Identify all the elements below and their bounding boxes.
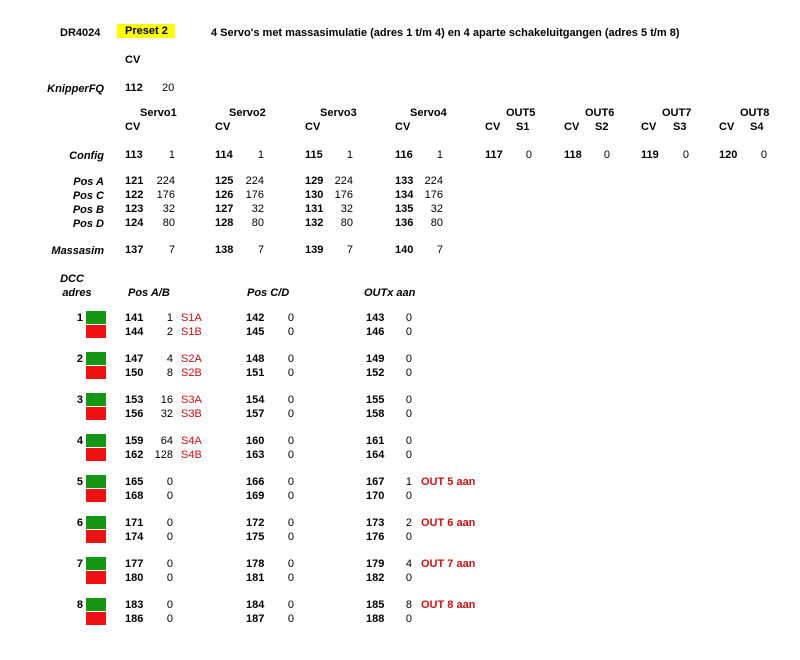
pos-cd-cv: 169 xyxy=(246,490,265,502)
red-indicator xyxy=(86,407,106,420)
config-value: 0 xyxy=(682,149,689,161)
outx-value: 0 xyxy=(405,572,412,584)
outx-value: 0 xyxy=(405,312,412,324)
dcc-address-number: 1 xyxy=(76,312,83,324)
pos-ab-cv: 141 xyxy=(125,312,144,324)
pos-ab-cv: 162 xyxy=(125,449,144,461)
config-cv: 115 xyxy=(305,149,323,161)
position-value: 32 xyxy=(430,203,443,215)
red-indicator xyxy=(86,325,106,338)
cv-subheader: CV xyxy=(485,121,501,133)
position-cv: 121 xyxy=(125,175,144,187)
pos-cd-cv: 172 xyxy=(246,517,265,529)
position-label: Pos A xyxy=(73,176,104,188)
pos-ab-cv: 186 xyxy=(125,613,144,625)
dcc-address-number: 8 xyxy=(76,599,83,611)
outx-cv: 167 xyxy=(366,476,385,488)
position-value: 80 xyxy=(340,217,353,229)
position-cv: 132 xyxy=(305,217,324,229)
outx-value: 1 xyxy=(405,476,412,488)
outx-cv: 170 xyxy=(366,490,385,502)
pos-ab-cv: 147 xyxy=(125,353,144,365)
outx-value: 0 xyxy=(405,367,412,379)
pos-ab-cv: 150 xyxy=(125,367,144,379)
red-indicator xyxy=(86,366,106,379)
pos-cd-cv: 187 xyxy=(246,613,265,625)
pos-ab-value: 1 xyxy=(166,312,173,324)
massasim-value: 7 xyxy=(168,244,175,256)
dcc-label: adres xyxy=(62,287,92,299)
pos-cd-cv: 181 xyxy=(246,572,265,584)
pos-cd-value: 0 xyxy=(287,476,294,488)
pos-cd-value: 0 xyxy=(287,394,294,406)
pos-cd-value: 0 xyxy=(287,613,294,625)
green-indicator xyxy=(86,393,106,406)
outx-value: 0 xyxy=(405,490,412,502)
red-indicator xyxy=(86,530,106,543)
position-cv: 125 xyxy=(215,175,234,187)
green-indicator xyxy=(86,352,106,365)
knipper-value: 20 xyxy=(162,82,175,94)
position-value: 224 xyxy=(334,175,353,187)
cv-subheader: CV xyxy=(305,121,321,133)
pos-cd-cv: 145 xyxy=(246,326,265,338)
outx-cv: 158 xyxy=(366,408,385,420)
dcc-address-number: 2 xyxy=(76,353,83,365)
massasim-cv: 140 xyxy=(395,244,414,256)
config-value: 1 xyxy=(346,149,353,161)
red-indicator xyxy=(86,489,106,502)
pos-cd-value: 0 xyxy=(287,599,294,611)
outx-value: 0 xyxy=(405,353,412,365)
pos-ab-cv: 177 xyxy=(125,558,144,570)
pos-ab-header: Pos A/B xyxy=(128,287,170,299)
pos-ab-value: 0 xyxy=(166,490,173,502)
pos-cd-cv: 142 xyxy=(246,312,265,324)
outx-cv: 146 xyxy=(366,326,385,338)
pos-ab-tag: S3A xyxy=(181,394,202,406)
servo-header: Servo2 xyxy=(229,107,266,119)
pos-cd-value: 0 xyxy=(287,326,294,338)
config-value: 1 xyxy=(257,149,264,161)
outx-value: 0 xyxy=(405,408,412,420)
position-value: 176 xyxy=(424,189,443,201)
red-indicator xyxy=(86,612,106,625)
massasim-value: 7 xyxy=(436,244,443,256)
position-value: 32 xyxy=(251,203,264,215)
out-header: OUT5 xyxy=(506,107,536,119)
outx-tag: OUT 8 aan xyxy=(421,599,476,611)
pos-ab-value: 64 xyxy=(160,435,173,447)
position-cv: 128 xyxy=(215,217,234,229)
outx-cv: 152 xyxy=(366,367,385,379)
cv-subheader: CV xyxy=(125,121,141,133)
dcc-address-number: 5 xyxy=(76,476,83,488)
pos-ab-cv: 144 xyxy=(125,326,144,338)
pos-cd-cv: 175 xyxy=(246,531,265,543)
knipper-cv: 112 xyxy=(125,82,143,94)
pos-ab-cv: 168 xyxy=(125,490,144,502)
pos-cd-value: 0 xyxy=(287,558,294,570)
pos-cd-cv: 166 xyxy=(246,476,265,488)
config-label: Config xyxy=(69,150,104,162)
pos-ab-tag: S2A xyxy=(181,353,202,365)
dcc-address-number: 3 xyxy=(76,394,83,406)
outx-value: 0 xyxy=(405,613,412,625)
config-cv: 114 xyxy=(215,149,233,161)
s-subheader: S3 xyxy=(673,121,687,133)
massasim-cv: 139 xyxy=(305,244,324,256)
position-value: 224 xyxy=(245,175,264,187)
dcc-address-number: 7 xyxy=(76,558,83,570)
s-subheader: S4 xyxy=(750,121,764,133)
outx-header: OUTx aan xyxy=(364,287,416,299)
green-indicator xyxy=(86,434,106,447)
document-code: DR4024 xyxy=(60,27,101,39)
pos-cd-value: 0 xyxy=(287,367,294,379)
pos-cd-cv: 154 xyxy=(246,394,265,406)
massasim-label: Massasim xyxy=(51,245,104,257)
outx-value: 0 xyxy=(405,449,412,461)
outx-cv: 161 xyxy=(366,435,385,447)
s-subheader: S2 xyxy=(595,121,609,133)
position-value: 224 xyxy=(156,175,175,187)
pos-ab-value: 2 xyxy=(166,326,173,338)
position-cv: 127 xyxy=(215,203,234,215)
config-cv: 120 xyxy=(719,149,738,161)
cv-header: CV xyxy=(125,54,141,66)
pos-ab-cv: 183 xyxy=(125,599,144,611)
pos-ab-cv: 180 xyxy=(125,572,144,584)
outx-value: 0 xyxy=(405,531,412,543)
pos-ab-cv: 165 xyxy=(125,476,144,488)
pos-cd-value: 0 xyxy=(287,408,294,420)
pos-cd-value: 0 xyxy=(287,312,294,324)
servo-header: Servo1 xyxy=(140,107,177,119)
outx-value: 4 xyxy=(405,558,412,570)
dcc-address-number: 4 xyxy=(76,435,83,447)
out-header: OUT8 xyxy=(740,107,770,119)
outx-cv: 179 xyxy=(366,558,385,570)
dcc-address-number: 6 xyxy=(76,517,83,529)
outx-value: 0 xyxy=(405,326,412,338)
position-value: 80 xyxy=(162,217,175,229)
position-label: Pos B xyxy=(72,204,104,216)
green-indicator xyxy=(86,311,106,324)
pos-cd-header: Pos C/D xyxy=(247,287,290,299)
knipper-label: KnipperFQ xyxy=(47,83,104,95)
outx-cv: 185 xyxy=(366,599,385,611)
position-value: 80 xyxy=(430,217,443,229)
preset-badge xyxy=(117,25,175,38)
position-value: 80 xyxy=(251,217,264,229)
pos-ab-tag: S4B xyxy=(181,449,202,461)
config-cv: 118 xyxy=(564,149,582,161)
outx-value: 0 xyxy=(405,394,412,406)
position-label: Pos C xyxy=(72,190,104,202)
pos-cd-value: 0 xyxy=(287,449,294,461)
pos-ab-value: 16 xyxy=(160,394,173,406)
pos-cd-value: 0 xyxy=(287,353,294,365)
position-label: Pos D xyxy=(72,218,104,230)
outx-cv: 188 xyxy=(366,613,385,625)
preset-label: Preset 2 xyxy=(117,24,175,38)
pos-cd-value: 0 xyxy=(287,572,294,584)
pos-ab-value: 0 xyxy=(166,476,173,488)
outx-value: 8 xyxy=(405,599,412,611)
pos-cd-value: 0 xyxy=(287,490,294,502)
pos-cd-cv: 157 xyxy=(246,408,265,420)
pos-cd-cv: 160 xyxy=(246,435,265,447)
pos-cd-value: 0 xyxy=(287,517,294,529)
pos-cd-cv: 178 xyxy=(246,558,265,570)
position-value: 176 xyxy=(334,189,353,201)
position-cv: 135 xyxy=(395,203,414,215)
cv-subheader: CV xyxy=(395,121,411,133)
outx-tag: OUT 7 aan xyxy=(421,558,476,570)
config-value: 1 xyxy=(436,149,443,161)
pos-ab-value: 0 xyxy=(166,572,173,584)
position-cv: 129 xyxy=(305,175,324,187)
dcc-label: DCC xyxy=(60,273,84,285)
massasim-value: 7 xyxy=(257,244,264,256)
s-subheader: S1 xyxy=(516,121,530,133)
position-cv: 122 xyxy=(125,189,144,201)
config-value: 1 xyxy=(168,149,175,161)
position-value: 224 xyxy=(424,175,443,187)
pos-ab-value: 0 xyxy=(166,558,173,570)
outx-tag: OUT 5 aan xyxy=(421,476,476,488)
green-indicator xyxy=(86,598,106,611)
pos-ab-value: 0 xyxy=(166,613,173,625)
config-cv: 117 xyxy=(485,149,503,161)
red-indicator xyxy=(86,448,106,461)
pos-ab-value: 0 xyxy=(166,517,173,529)
massasim-value: 7 xyxy=(346,244,353,256)
pos-ab-cv: 171 xyxy=(125,517,144,529)
position-value: 32 xyxy=(340,203,353,215)
pos-cd-cv: 184 xyxy=(246,599,265,611)
page-description: 4 Servo's met massasimulatie (adres 1 t/m 4) en 4 aparte schakeluitgangen (adres 5 t/m 8) xyxy=(211,27,680,39)
pos-cd-cv: 163 xyxy=(246,449,265,461)
outx-cv: 182 xyxy=(366,572,385,584)
pos-ab-tag: S1B xyxy=(181,326,202,338)
pos-ab-value: 0 xyxy=(166,531,173,543)
position-cv: 134 xyxy=(395,189,414,201)
config-value: 0 xyxy=(760,149,767,161)
position-cv: 124 xyxy=(125,217,144,229)
massasim-cv: 137 xyxy=(125,244,144,256)
pos-ab-value: 0 xyxy=(166,599,173,611)
pos-ab-value: 4 xyxy=(166,353,173,365)
pos-ab-tag: S4A xyxy=(181,435,202,447)
red-indicator xyxy=(86,571,106,584)
outx-cv: 149 xyxy=(366,353,385,365)
position-value: 32 xyxy=(162,203,175,215)
pos-ab-value: 128 xyxy=(154,449,173,461)
pos-ab-tag: S1A xyxy=(181,312,202,324)
position-cv: 131 xyxy=(305,203,324,215)
pos-ab-cv: 153 xyxy=(125,394,144,406)
pos-ab-value: 8 xyxy=(166,367,173,379)
pos-ab-value: 32 xyxy=(160,408,173,420)
out-header: OUT7 xyxy=(662,107,692,119)
pos-ab-tag: S2B xyxy=(181,367,202,379)
position-cv: 136 xyxy=(395,217,414,229)
servo-header: Servo3 xyxy=(320,107,357,119)
config-value: 0 xyxy=(603,149,610,161)
outx-value: 2 xyxy=(405,517,412,529)
outx-cv: 164 xyxy=(366,449,385,461)
cv-subheader: CV xyxy=(215,121,231,133)
pos-cd-value: 0 xyxy=(287,435,294,447)
servo-header: Servo4 xyxy=(410,107,447,119)
pos-cd-cv: 148 xyxy=(246,353,265,365)
config-value: 0 xyxy=(525,149,532,161)
outx-cv: 173 xyxy=(366,517,385,529)
massasim-cv: 138 xyxy=(215,244,234,256)
green-indicator xyxy=(86,475,106,488)
position-value: 176 xyxy=(156,189,175,201)
cv-subheader: CV xyxy=(564,121,580,133)
config-cv: 116 xyxy=(395,149,413,161)
outx-cv: 176 xyxy=(366,531,385,543)
position-cv: 130 xyxy=(305,189,324,201)
outx-tag: OUT 6 aan xyxy=(421,517,476,529)
config-cv: 119 xyxy=(641,149,659,161)
cv-subheader: CV xyxy=(719,121,735,133)
pos-ab-cv: 174 xyxy=(125,531,144,543)
position-cv: 123 xyxy=(125,203,144,215)
position-cv: 126 xyxy=(215,189,234,201)
outx-cv: 155 xyxy=(366,394,385,406)
outx-cv: 143 xyxy=(366,312,385,324)
pos-ab-tag: S3B xyxy=(181,408,202,420)
outx-value: 0 xyxy=(405,435,412,447)
pos-ab-cv: 159 xyxy=(125,435,144,447)
pos-ab-cv: 156 xyxy=(125,408,144,420)
out-header: OUT6 xyxy=(585,107,615,119)
position-value: 176 xyxy=(245,189,264,201)
cv-subheader: CV xyxy=(641,121,657,133)
pos-cd-cv: 151 xyxy=(246,367,265,379)
position-cv: 133 xyxy=(395,175,414,187)
config-cv: 113 xyxy=(125,149,143,161)
green-indicator xyxy=(86,516,106,529)
pos-cd-value: 0 xyxy=(287,531,294,543)
green-indicator xyxy=(86,557,106,570)
